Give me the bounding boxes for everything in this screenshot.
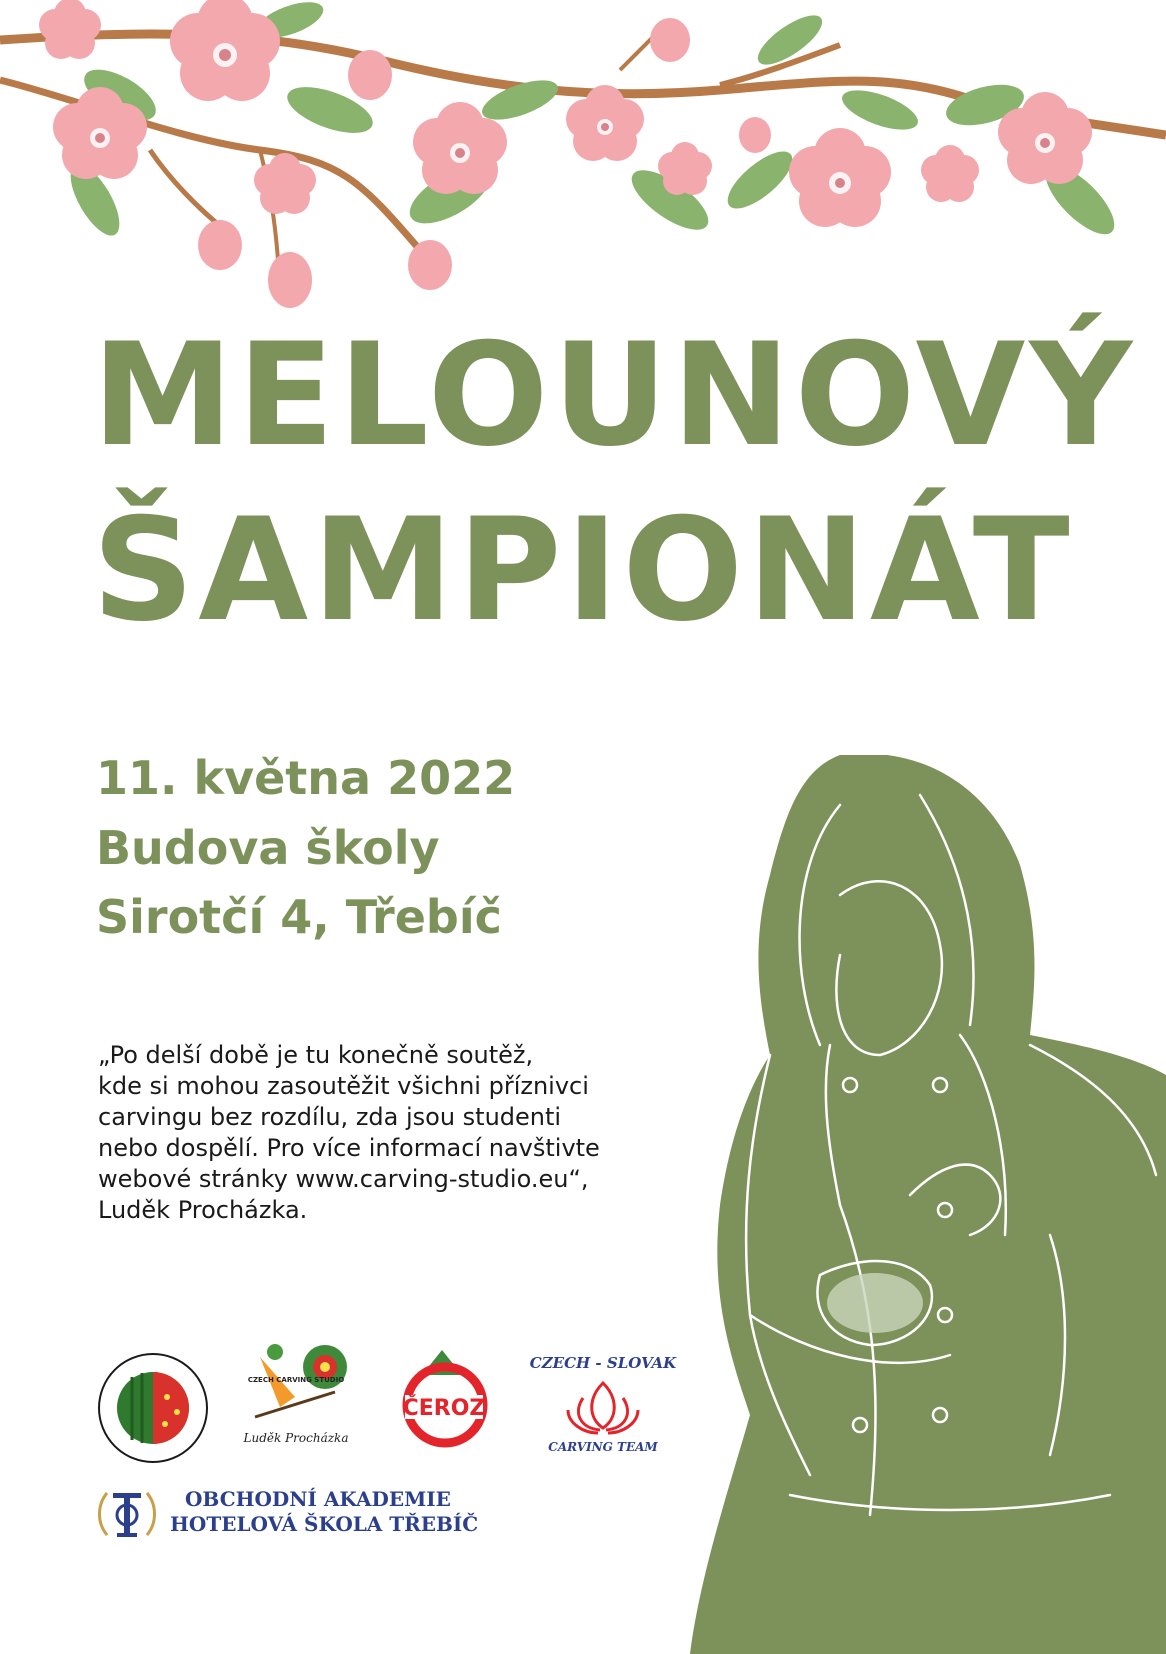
quote-line: nebo dospělí. Pro více informací navštivte xyxy=(98,1134,600,1162)
quote-line: carvingu bez rozdílu, zda jsou studenti xyxy=(98,1103,562,1131)
title-line-2: ŠAMPIONÁT xyxy=(92,488,1074,653)
quote-line: „Po delší době je tu konečně soutěž, xyxy=(98,1041,534,1069)
quote-paragraph xyxy=(98,1040,678,1226)
carving-team-bottom-text: CARVING TEAM xyxy=(548,1440,658,1454)
event-venue: Budova školy xyxy=(96,821,440,875)
chef-illustration xyxy=(690,755,1166,1654)
quote-line: Luděk Procházka. xyxy=(98,1196,308,1224)
event-date: 11. května 2022 xyxy=(96,751,516,805)
czech-slovak-carving-team-logo xyxy=(528,1348,678,1458)
school-name xyxy=(170,1487,478,1537)
title-line-1: MELOUNOVÝ xyxy=(92,313,1137,478)
quote-line: kde si mohou zasoutěžit všichni příznivci xyxy=(98,1072,589,1100)
quote-line: webové stránky www.carving-studio.eu“, xyxy=(98,1165,589,1193)
ceroz-logo-text: ČEROZ xyxy=(402,1396,486,1421)
event-address: Sirotčí 4, Třebíč xyxy=(96,890,502,944)
carving-team-top-text: CZECH - SLOVAK xyxy=(529,1354,677,1372)
svg-text:Luděk Procházka: Luděk Procházka xyxy=(243,1431,349,1445)
cherry-blossom-branch xyxy=(0,0,1166,320)
svg-text:CZECH CARVING STUDIO: CZECH CARVING STUDIO xyxy=(247,1376,345,1384)
school-emblem xyxy=(97,1485,157,1543)
school-name-line-2: HOTELOVÁ ŠKOLA TŘEBÍČ xyxy=(170,1512,479,1536)
melon-championship-logo xyxy=(97,1352,209,1464)
school-name-line-1: OBCHODNÍ AKADEMIE xyxy=(185,1487,451,1511)
ceroz-logo xyxy=(387,1340,497,1450)
czech-carving-studio-logo xyxy=(240,1337,352,1453)
